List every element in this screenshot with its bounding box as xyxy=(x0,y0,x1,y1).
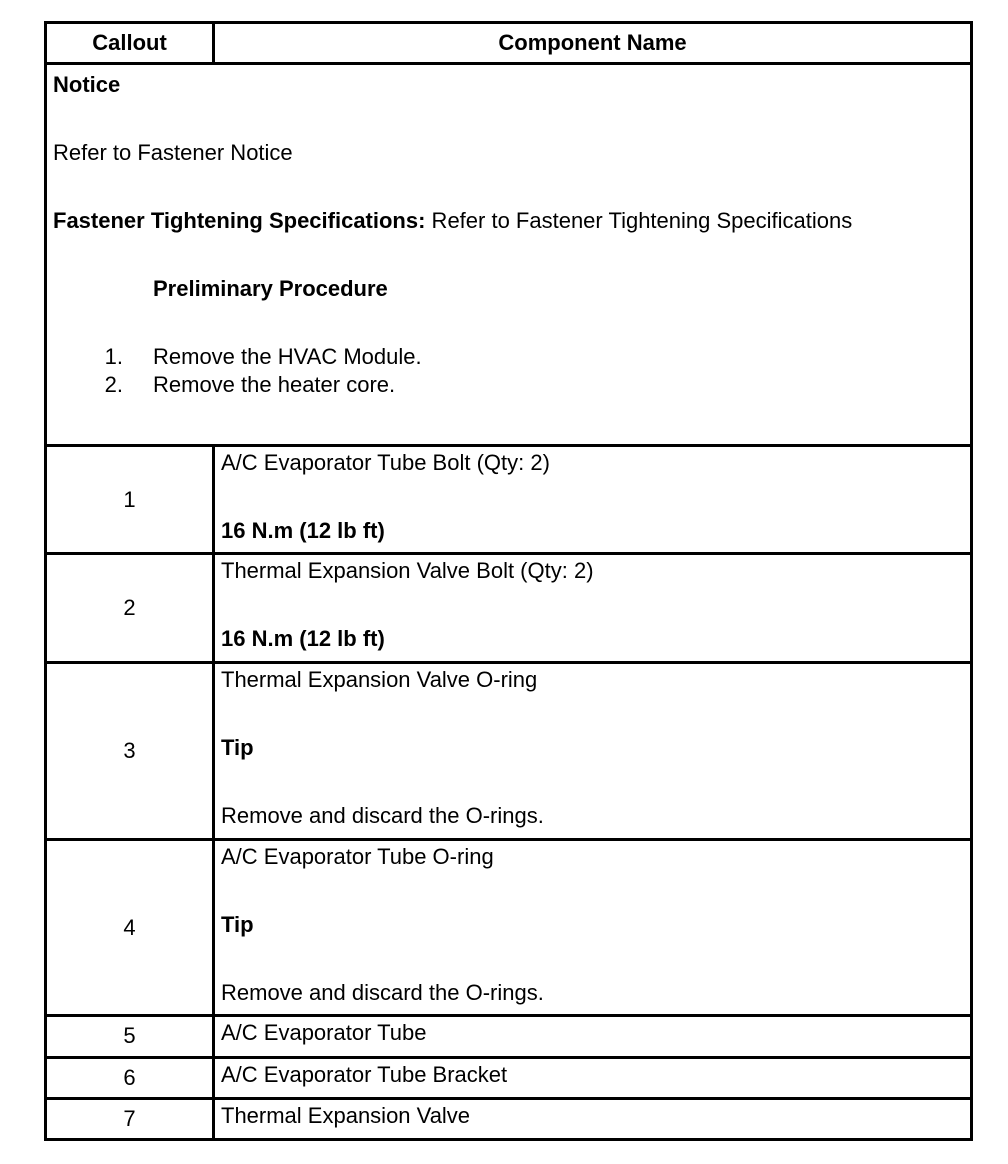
component-name: Thermal Expansion Valve Bolt (Qty: 2) xyxy=(221,558,594,584)
procedure-title: Preliminary Procedure xyxy=(153,276,388,302)
component-name: A/C Evaporator Tube Bolt (Qty: 2) xyxy=(221,449,550,475)
tip-text: Remove and discard the O-rings. xyxy=(221,802,544,828)
callout-cell: 6 xyxy=(46,1057,214,1098)
tip-text: Remove and discard the O-rings. xyxy=(221,979,544,1005)
component-cell xyxy=(214,445,972,553)
fastener-notice-ref: Refer to Fastener Notice xyxy=(53,140,293,166)
tip-label: Tip xyxy=(221,911,254,937)
callout-cell: 3 xyxy=(46,662,214,839)
table-row xyxy=(46,662,972,839)
table-row xyxy=(46,1057,972,1098)
table-row xyxy=(46,1098,972,1139)
procedure-steps xyxy=(53,343,970,399)
step-number: 2. xyxy=(104,372,123,398)
table-row xyxy=(46,1016,972,1057)
step-text: Remove the heater core. xyxy=(153,372,396,398)
component-cell xyxy=(214,839,972,1016)
torque-spec: 16 N.m (12 lb ft) xyxy=(221,517,385,543)
tip-label: Tip xyxy=(221,734,254,760)
component-name: A/C Evaporator Tube O-ring xyxy=(221,843,494,869)
component-name: Thermal Expansion Valve O-ring xyxy=(221,666,538,692)
component-name: Thermal Expansion Valve xyxy=(214,1098,972,1139)
callout-header: Callout xyxy=(46,23,214,64)
table-row xyxy=(46,445,972,553)
component-name-header: Component Name xyxy=(214,23,972,64)
notice-row xyxy=(46,64,972,446)
step-text: Remove the HVAC Module. xyxy=(153,344,422,370)
fastener-spec-text: Refer to Fastener Tightening Specifications xyxy=(425,208,853,234)
table-row xyxy=(46,839,972,1016)
callout-cell: 7 xyxy=(46,1098,214,1139)
step-number: 1. xyxy=(104,344,123,370)
notice-title: Notice xyxy=(53,72,121,98)
table-row xyxy=(46,554,972,662)
component-table xyxy=(44,21,973,1141)
callout-cell: 4 xyxy=(46,839,214,1016)
callout-cell: 2 xyxy=(46,554,214,662)
component-cell xyxy=(214,662,972,839)
fastener-spec-label: Fastener Tightening Specifications: xyxy=(53,208,426,234)
header-row xyxy=(46,23,972,64)
fastener-spec-line xyxy=(53,207,970,235)
component-name: A/C Evaporator Tube Bracket xyxy=(214,1057,972,1098)
list-item xyxy=(53,343,970,371)
list-item xyxy=(53,371,970,399)
notice-cell xyxy=(46,64,972,446)
component-name: A/C Evaporator Tube xyxy=(214,1016,972,1057)
component-cell xyxy=(214,554,972,662)
callout-cell: 1 xyxy=(46,445,214,553)
torque-spec: 16 N.m (12 lb ft) xyxy=(221,626,385,652)
callout-cell: 5 xyxy=(46,1016,214,1057)
